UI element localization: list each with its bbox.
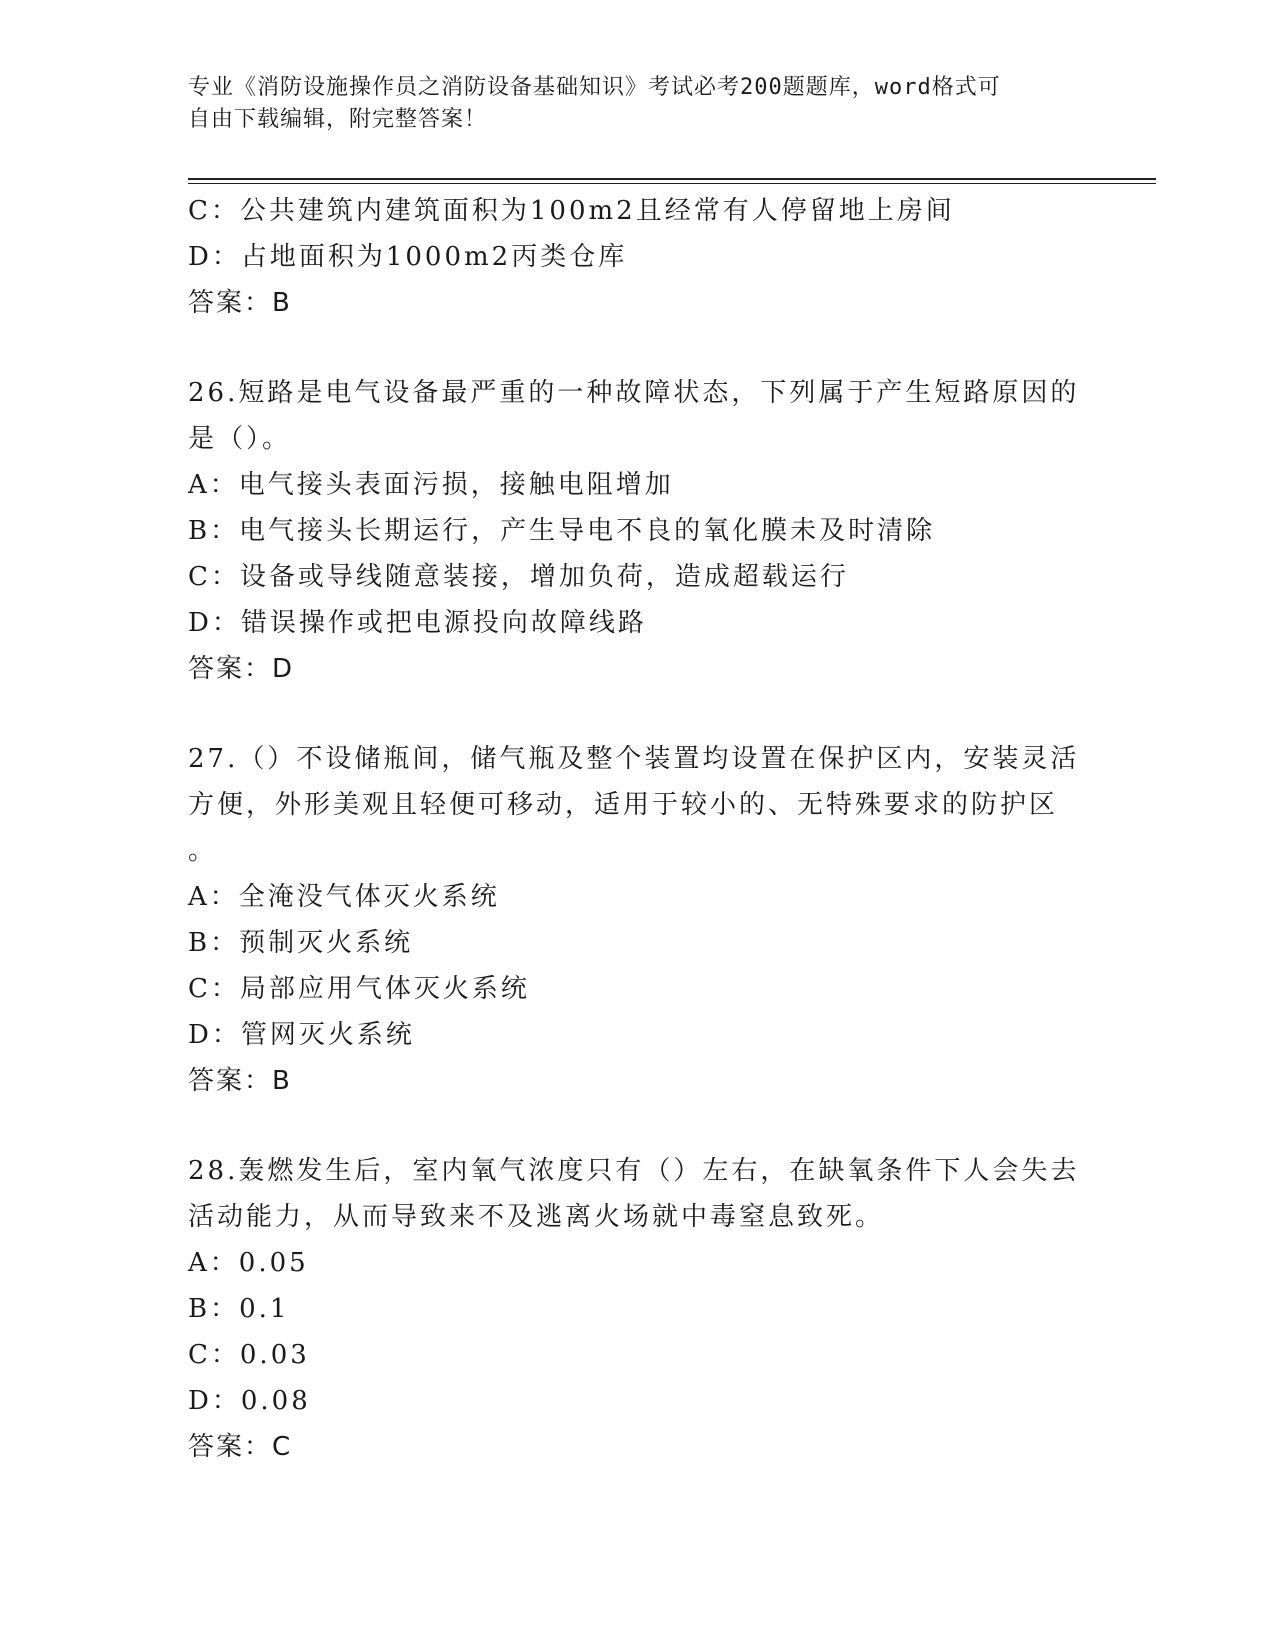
option-b: B：电气接头长期运行，产生导电不良的氧化膜未及时清除 [188, 516, 936, 546]
option-a: A：全淹没气体灭火系统 [188, 882, 500, 912]
option-c: C：设备或导线随意装接，增加负荷，造成超载运行 [188, 562, 849, 592]
question-stem-line-1: 26.短路是电气设备最严重的一种故障状态，下列属于产生短路原因的 [188, 378, 1080, 408]
question-stem-line-3: 。 [188, 836, 218, 866]
option-c: C：公共建筑内建筑面积为100m2且经常有人停留地上房间 [188, 196, 955, 226]
document-header [188, 72, 1068, 136]
header-title-line-1: 专业《消防设施操作员之消防设备基础知识》考试必考200题题库，word格式可 [188, 75, 1001, 100]
header-title-line-2: 自由下载编辑，附完整答案！ [188, 107, 488, 132]
question-list [188, 188, 1088, 1470]
option-a: A：电气接头表面污损，接触电阻增加 [188, 470, 674, 500]
question-stem-line-1: 28.轰燃发生后，室内氧气浓度只有（）左右，在缺氧条件下人会失去 [188, 1156, 1080, 1186]
question-25-continuation [188, 188, 1088, 326]
question-26 [188, 370, 1088, 692]
question-27 [188, 736, 1088, 1104]
option-d: D：管网灭火系统 [188, 1020, 415, 1050]
spacer [188, 326, 1088, 370]
header-divider-thin [188, 183, 1156, 184]
question-stem-line-1: 27.（）不设储瓶间，储气瓶及整个装置均设置在保护区内，安装灵活 [188, 744, 1080, 774]
question-stem-line-2: 是（）。 [188, 424, 292, 454]
question-stem-line-2: 方便，外形美观且轻便可移动，适用于较小的、无特殊要求的防护区 [188, 790, 1059, 820]
spacer [188, 692, 1088, 736]
answer-line: 答案：D [188, 654, 295, 684]
header-divider-thick [188, 178, 1156, 180]
option-d: D：占地面积为1000m2丙类仓库 [188, 242, 628, 272]
option-c: C：0.03 [188, 1340, 310, 1370]
option-d: D：0.08 [188, 1386, 311, 1416]
question-28 [188, 1148, 1088, 1470]
option-b: B：0.1 [188, 1294, 290, 1324]
answer-line: 答案：C [188, 1432, 293, 1462]
option-d: D：错误操作或把电源投向故障线路 [188, 608, 647, 638]
answer-line: 答案：B [188, 1066, 292, 1096]
option-a: A：0.05 [188, 1248, 309, 1278]
option-c: C：局部应用气体灭火系统 [188, 974, 530, 1004]
question-stem-line-2: 活动能力，从而导致来不及逃离火场就中毒窒息致死。 [188, 1202, 885, 1232]
option-b: B：预制灭火系统 [188, 928, 414, 958]
answer-line: 答案：B [188, 288, 292, 318]
spacer [188, 1104, 1088, 1148]
